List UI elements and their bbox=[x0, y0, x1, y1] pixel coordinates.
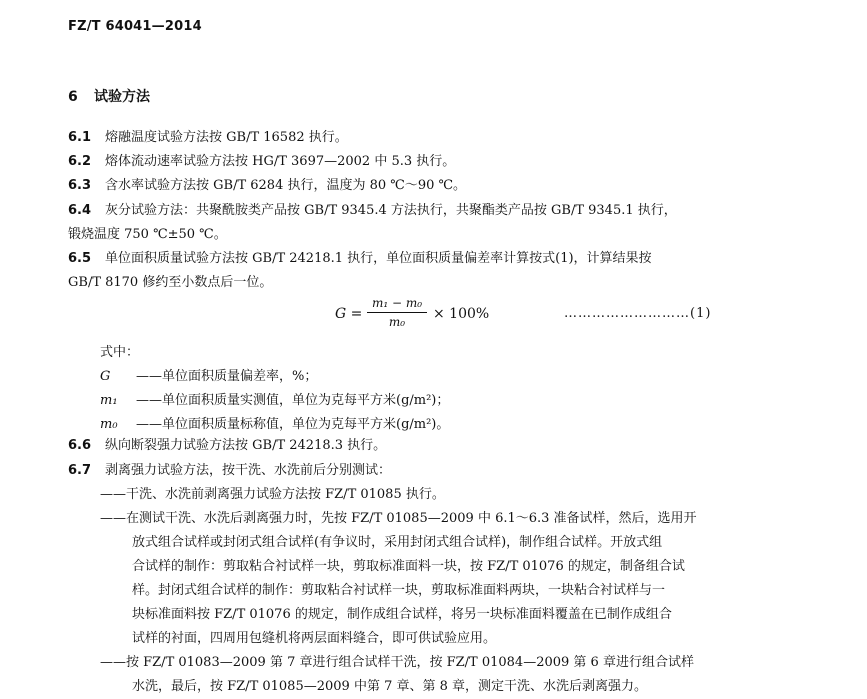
clause-6-4 bbox=[68, 199, 758, 223]
where-label: 式中： bbox=[100, 345, 140, 360]
clause-6-5 bbox=[68, 247, 758, 271]
clause-number: 6.1 bbox=[68, 130, 92, 145]
section-title-text: 试验方法 bbox=[94, 89, 150, 105]
definition-text: ——单位面积质量实测值，单位为克每平方米(g/m²)； bbox=[136, 393, 450, 408]
clause-number: 6.4 bbox=[68, 203, 92, 218]
definition-m0 bbox=[100, 413, 449, 432]
definition-m1 bbox=[100, 389, 449, 408]
formula-numerator: m₁ − m₀ bbox=[371, 296, 423, 310]
clause-6-4-continuation: 锻烧温度 750 ℃±50 ℃。 bbox=[68, 227, 227, 242]
dash-item-line: 试样的衬面，四周用包缝机将两层面料缝合，即可供试验应用。 bbox=[132, 631, 497, 646]
section-number: 6 bbox=[68, 89, 78, 105]
dash-item-line: ——干洗、水洗前剥离强力试验方法按 FZ/T 01085 执行。 bbox=[100, 487, 445, 502]
clause-text: 剥离强力试验方法，按干洗、水洗前后分别测试： bbox=[105, 463, 392, 478]
formula-fraction bbox=[365, 294, 429, 331]
dash-item-3 bbox=[100, 651, 760, 699]
clause-number: 6.7 bbox=[68, 463, 92, 478]
dash-item-2 bbox=[100, 507, 760, 651]
definition-text: ——单位面积质量偏差率，%； bbox=[136, 369, 318, 384]
clause-6-5-continuation: GB/T 8170 修约至小数点后一位。 bbox=[68, 275, 273, 290]
dash-item-line: 样。封闭式组合试样的制作：剪取粘合衬试样一块，剪取标准面料两块，一块粘合衬试样与一 bbox=[132, 583, 666, 598]
dash-item-line: 合试样的制作：剪取粘合衬试样一块，剪取标准面料一块，按 FZ/T 01076 的规定，制备组合试 bbox=[132, 559, 685, 574]
clause-6-1 bbox=[68, 126, 758, 150]
formula-number: ………………………(1) bbox=[564, 306, 712, 321]
section-heading bbox=[68, 86, 150, 106]
dash-item-line: 块标准面料按 FZ/T 01076 的规定，制作成组合试样，将另一块标准面料覆盖在已制作成组合 bbox=[132, 607, 672, 622]
clause-number: 6.2 bbox=[68, 154, 92, 169]
clause-text: 熔体流动速率试验方法按 HG/T 3697—2002 中 5.3 执行。 bbox=[105, 154, 456, 169]
dash-item-line: 水洗，最后，按 FZ/T 01085—2009 中第 7 章、第 8 章，测定干洗、水洗后剥离强力。 bbox=[132, 679, 648, 694]
clause-text: 熔融温度试验方法按 GB/T 16582 执行。 bbox=[105, 130, 348, 145]
clause-number: 6.3 bbox=[68, 178, 92, 193]
definition-g bbox=[100, 365, 317, 384]
dash-item-line: ——按 FZ/T 01083—2009 第 7 章进行组合试样干洗，按 FZ/T 01084—2009 第 6 章进行组合试样 bbox=[100, 655, 694, 670]
dash-item-1 bbox=[100, 483, 760, 507]
standard-code: FZ/T 64041—2014 bbox=[68, 19, 202, 34]
formula-multiplier: × 100% bbox=[433, 306, 490, 322]
definition-symbol: m₁ bbox=[100, 393, 118, 408]
definition-symbol: m₀ bbox=[100, 417, 118, 432]
clause-text: 纵向断裂强力试验方法按 GB/T 24218.3 执行。 bbox=[105, 438, 387, 453]
clause-number: 6.5 bbox=[68, 251, 92, 266]
clause-text: 单位面积质量试验方法按 GB/T 24218.1 执行，单位面积质量偏差率计算按式(1)，计算结果按 bbox=[105, 251, 652, 266]
definition-text: ——单位面积质量标称值，单位为克每平方米(g/m²)。 bbox=[136, 417, 450, 432]
dash-item-line: ——在测试干洗、水洗后剥离强力时，先按 FZ/T 01085—2009 中 6.1～6.3 准备试样，然后，选用开 bbox=[100, 511, 697, 526]
formula-denominator: m₀ bbox=[388, 315, 406, 329]
clause-text: 灰分试验方法：共聚酰胺类产品按 GB/T 9345.4 方法执行，共聚酯类产品按 GB/T 9345.1 执行， bbox=[105, 203, 677, 218]
clause-text: 含水率试验方法按 GB/T 6284 执行，温度为 80 ℃～90 ℃。 bbox=[105, 178, 467, 193]
clause-6-6 bbox=[68, 434, 758, 458]
definition-symbol: G bbox=[100, 369, 111, 384]
formula-lhs: G = bbox=[335, 306, 363, 322]
dash-item-line: 放式组合试样或封闭式组合试样(有争议时，采用封闭式组合试样)，制作组合试样。开放式组 bbox=[132, 535, 663, 550]
clause-number: 6.6 bbox=[68, 438, 92, 453]
clause-6-3 bbox=[68, 174, 758, 198]
clause-6-7 bbox=[68, 459, 758, 483]
clause-6-2 bbox=[68, 150, 758, 174]
